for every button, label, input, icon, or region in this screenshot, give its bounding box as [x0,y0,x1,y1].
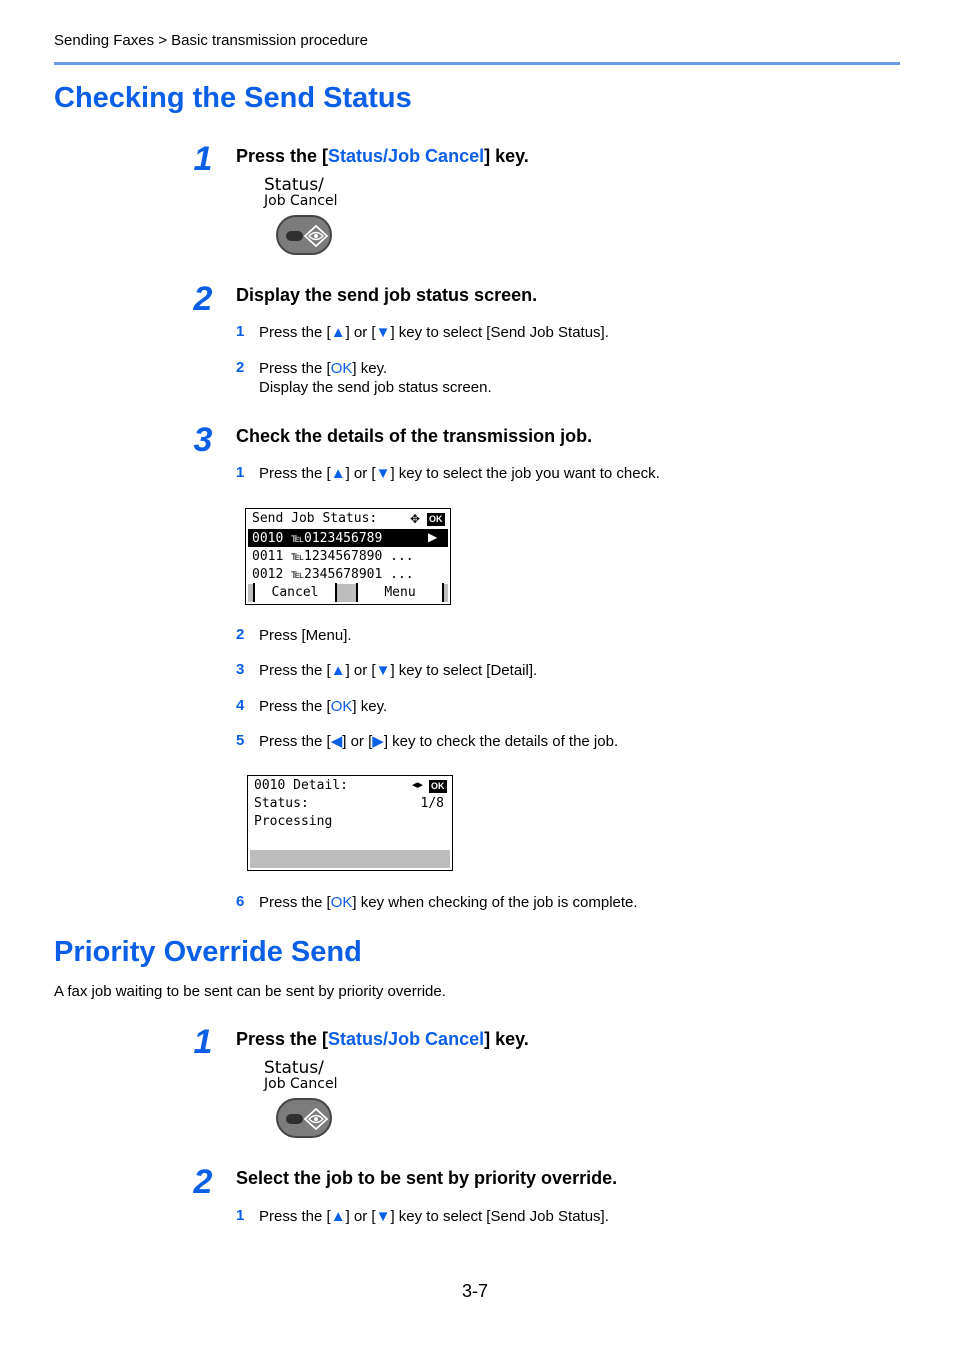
substep-text: Press the [◀] or [▶] key to check the details of the job. [259,733,619,750]
up-arrow-key: ▲ [330,662,346,679]
fax-icon: ℡ [291,567,305,581]
diamond-eye-icon [304,1108,328,1130]
header-rule [54,62,900,65]
status-row: Status: [254,796,309,811]
key-name: Status/Job Cancel [328,146,485,166]
detail-title-row: 0010 Detail: [254,778,348,793]
substep-text: Press the [▲] or [▼] key to select the job you want to check. [259,465,660,482]
key-label-job-cancel: Job Cancel [264,193,338,209]
section-title-checking-send-status: Checking the Send Status [54,82,412,114]
substep-number: 1 [236,1207,245,1224]
down-arrow-key: ▼ [375,465,391,482]
substep-text: Press the [OK] key when checking of the job is complete. [259,894,638,911]
key-label-status: Status/ [264,1058,324,1078]
key-name: Status/Job Cancel [328,1029,485,1049]
step-title: Select the job to be sent by priority override. [236,1168,618,1188]
breadcrumb: Sending Faxes > Basic transmission procedure [54,32,368,49]
substep-text: Press the [▲] or [▼] key to select [Send Job Status]. [259,1208,609,1225]
status-value-row: Processing [254,814,333,829]
step-number: 2 [193,1163,213,1201]
step-title: Press the [Status/Job Cancel] key. [236,1029,529,1049]
substep-number: 6 [236,893,245,910]
up-arrow-key: ▲ [330,465,346,482]
substep-detail: Display the send job status screen. [259,379,492,396]
up-arrow-key: ▲ [330,324,346,341]
down-arrow-key: ▼ [375,1208,391,1225]
up-arrow-key: ▲ [330,1208,346,1225]
ok-key: OK [330,894,353,911]
play-arrow-icon: ▶ [428,530,438,544]
section-title-priority-override-send: Priority Override Send [54,936,362,968]
down-arrow-key: ▼ [375,324,391,341]
status-job-cancel-key-icon [276,1098,332,1138]
job-row: 0011 ℡1234567890 ... [252,549,414,564]
page-number: 3-7 [462,1281,489,1301]
key-label-status: Status/ [264,175,324,195]
substep-number: 5 [236,732,245,749]
softkey-menu: Menu [356,583,444,602]
substep-number: 4 [236,697,245,714]
four-way-arrow-icon: ✥ [410,512,421,526]
send-job-status-screen [245,508,451,605]
step-number: 3 [193,421,213,459]
step-title: Check the details of the transmission job. [236,426,593,446]
job-detail-screen [247,775,453,871]
substep-text: Press the [OK] key. [259,698,388,715]
section-intro: A fax job waiting to be sent can be sent by priority override. [54,983,446,1000]
ok-icon: OK [431,781,445,791]
step-number: 1 [193,140,213,178]
softkey-cancel: Cancel [253,583,337,602]
right-arrow-key: ▶ [372,733,384,750]
step-title: Press the [Status/Job Cancel] key. [236,146,529,166]
substep-text: Press the [OK] key. [259,360,388,377]
step-number: 2 [193,280,213,318]
ok-icon: OK [429,514,443,524]
softkey-bar [250,850,450,868]
substep-number: 1 [236,464,245,481]
status-job-cancel-key-icon [276,215,332,255]
fax-icon: ℡ [291,549,305,563]
job-row-selected: 0010 ℡0123456789 [248,529,448,547]
ok-key: OK [330,698,353,715]
key-label-job-cancel: Job Cancel [264,1076,338,1092]
substep-text: Press [Menu]. [259,627,352,644]
left-arrow-key: ◀ [330,733,343,750]
ok-key: OK [330,360,353,377]
substep-number: 2 [236,626,245,643]
job-row: 0012 ℡2345678901 ... [252,567,414,582]
substep-text: Press the [▲] or [▼] key to select [Send Job Status]. [259,324,609,341]
substep-number: 3 [236,661,245,678]
step-number: 1 [193,1023,213,1061]
screen-title-row: Send Job Status: [252,511,378,526]
left-right-arrow-icon: ◂▸ [412,778,424,791]
substep-text: Press the [▲] or [▼] key to select [Detail]. [259,662,538,679]
fax-icon: ℡ [291,531,305,545]
diamond-eye-icon [304,225,328,247]
page-indicator: 1/8 [420,796,444,811]
step-title: Display the send job status screen. [236,285,538,305]
substep-number: 1 [236,323,245,340]
down-arrow-key: ▼ [375,662,391,679]
substep-number: 2 [236,359,245,376]
